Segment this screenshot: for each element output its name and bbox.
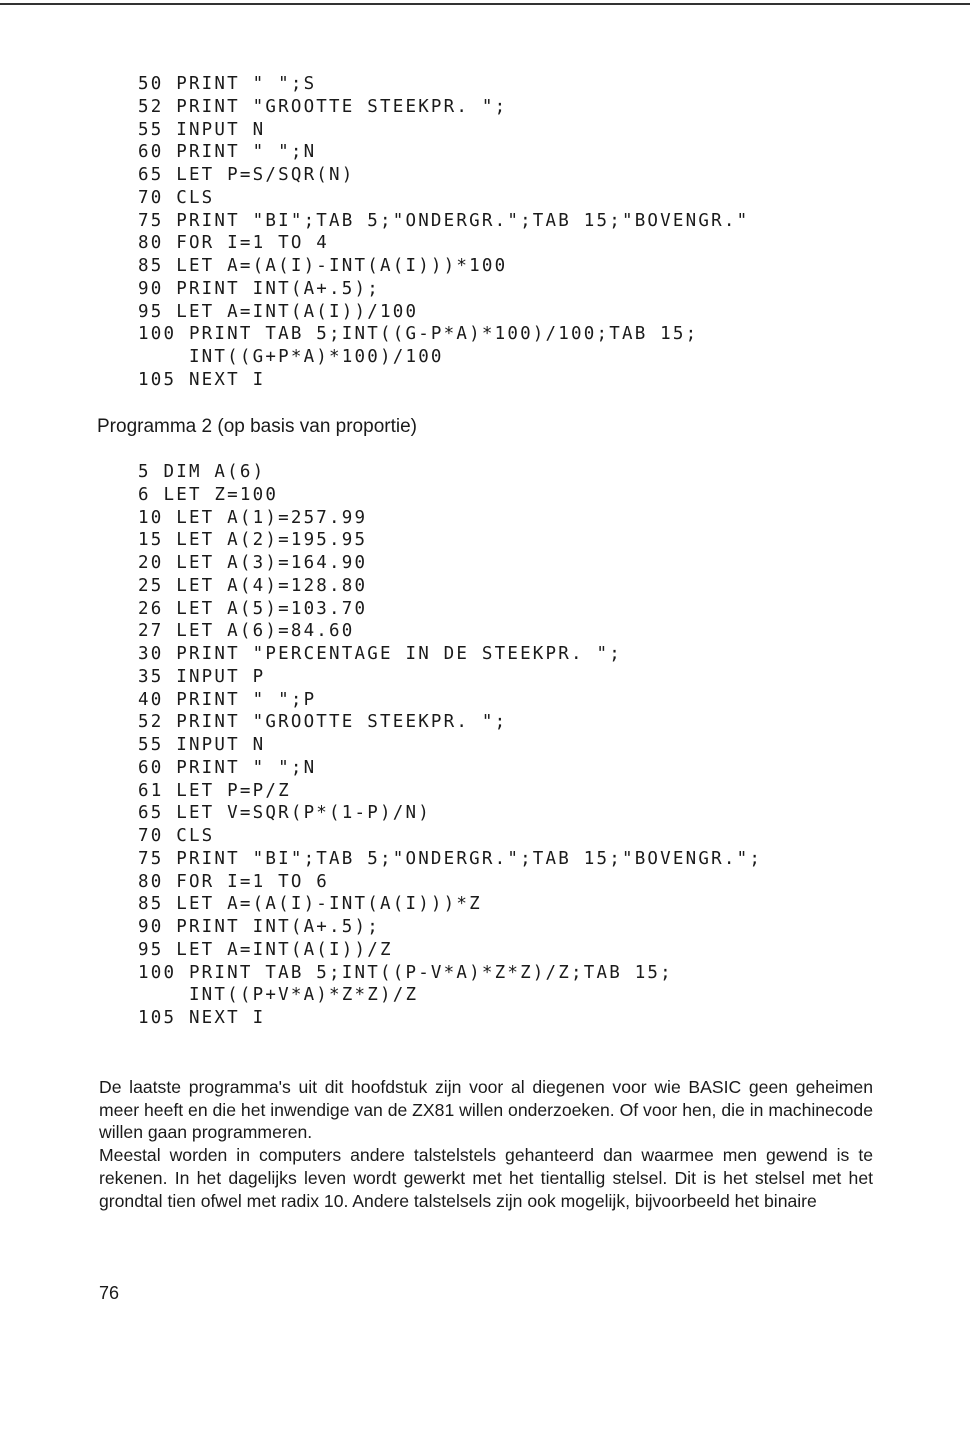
code-line: 5 DIM A(6) [138, 462, 266, 482]
code-line: 35 INPUT P [138, 666, 266, 687]
code-line: 85 LET A=(A(I)-INT(A(I)))*100 [138, 256, 508, 276]
code-line: 70 CLS [138, 187, 215, 208]
code-line: 52 PRINT "GROOTTE STEEKPR. "; [138, 712, 508, 733]
code-line: 100 PRINT TAB 5;INT((G-P*A)*100)/100;TAB 15; [138, 324, 699, 345]
code-line: 95 LET A=INT(A(I))/Z [138, 939, 393, 960]
code-line: 20 LET A(3)=164.90 [138, 553, 368, 573]
code-line: 90 PRINT INT(A+.5); [138, 917, 380, 937]
code-line: 65 LET P=S/SQR(N) [138, 165, 355, 185]
code-line: 50 PRINT " ";S [138, 74, 317, 94]
code-line: 60 PRINT " ";N [138, 757, 317, 778]
code-line: 70 CLS [138, 826, 215, 846]
page-number: 76 [99, 1283, 120, 1303]
code-listing-2 [138, 461, 762, 1030]
code-line: 6 LET Z=100 [138, 484, 279, 505]
code-line: 75 PRINT "BI";TAB 5;"ONDERGR.";TAB 15;"BOVENGR."; [138, 848, 763, 869]
code-line: INT((G+P*A)*100)/100 [138, 347, 444, 367]
code-line: 95 LET A=INT(A(I))/100 [138, 301, 419, 322]
code-line: 80 FOR I=1 TO 4 [138, 233, 330, 254]
code-line: 26 LET A(5)=103.70 [138, 598, 368, 619]
paragraph: De laatste programma's uit dit hoofdstuk zijn voor al diegenen voor wie BASIC geen geheimen meer heeft en die het inwendige van de ZX81 willen onderzoeken. Of voor hen, die in machinecode willen gaan programmeren. [99, 1077, 873, 1143]
code-line: 55 INPUT N [138, 119, 266, 140]
code-line: 80 FOR I=1 TO 6 [138, 871, 330, 892]
code-line: 40 PRINT " ";P [138, 689, 317, 710]
code-listing-1 [138, 73, 749, 392]
code-line: 105 NEXT I [138, 369, 266, 390]
code-line: 25 LET A(4)=128.80 [138, 575, 368, 596]
code-line: 55 INPUT N [138, 735, 266, 755]
paragraph: Meestal worden in computers andere talstelstels gehanteerd dan waarmee men gewend is te rekenen. In het dagelijks leven wordt gewerkt met het tientallig stelsel. Dit is het stelsel met het grondtal tien ofwel met radix 10. Andere talstelsels zijn ook mogelijk, bijvoorbeeld het binaire [99, 1145, 873, 1211]
code-line: 60 PRINT " ";N [138, 142, 317, 163]
top-rule [0, 3, 970, 5]
code-line: 85 LET A=(A(I)-INT(A(I)))*Z [138, 894, 482, 915]
code-line: 10 LET A(1)=257.99 [138, 507, 368, 528]
code-line: 15 LET A(2)=195.95 [138, 530, 368, 551]
code-line: 27 LET A(6)=84.60 [138, 621, 355, 642]
body-text [99, 1076, 873, 1212]
code-line: 105 NEXT I [138, 1008, 266, 1028]
code-line: 90 PRINT INT(A+.5); [138, 278, 380, 299]
code-line: 61 LET P=P/Z [138, 780, 291, 801]
code-line: 65 LET V=SQR(P*(1-P)/N) [138, 803, 431, 824]
code-line: 100 PRINT TAB 5;INT((P-V*A)*Z*Z)/Z;TAB 15; [138, 962, 673, 983]
code-line: INT((P+V*A)*Z*Z)/Z [138, 985, 419, 1006]
code-line: 52 PRINT "GROOTTE STEEKPR. "; [138, 96, 508, 117]
section-heading: Programma 2 (op basis van proportie) [97, 416, 417, 437]
code-line: 75 PRINT "BI";TAB 5;"ONDERGR.";TAB 15;"BOVENGR." [138, 210, 750, 231]
code-line: 30 PRINT "PERCENTAGE IN DE STEEKPR. "; [138, 644, 622, 664]
